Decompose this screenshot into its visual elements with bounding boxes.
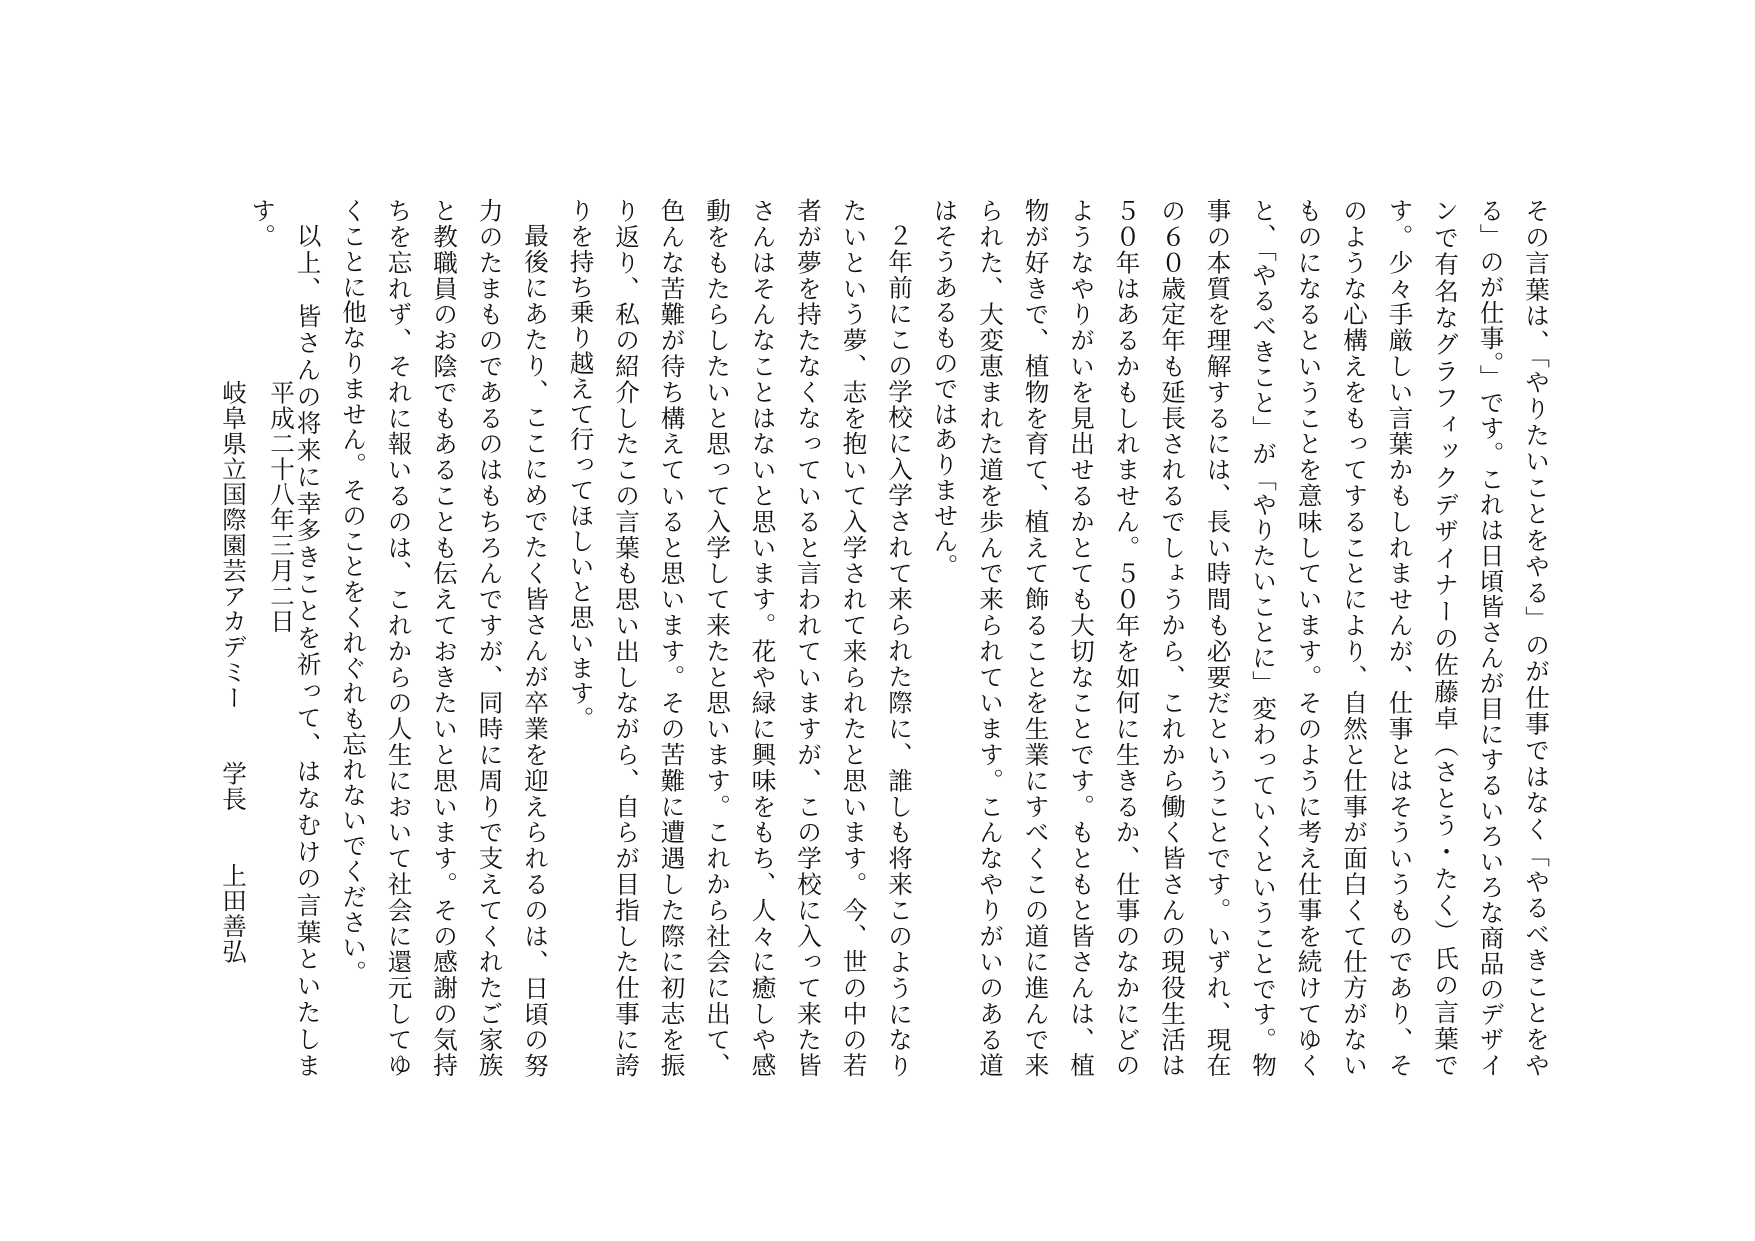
- closing-signature: [209, 380, 305, 1040]
- speech-paragraph-3: 最後にあたり、ここにめでたく皆さんが卒業を迎えられるのは、日頃の努力のたまものであるのはもちろんですが、同時に周りで支えてくれたご家族と教職員のお陰でもあることも伝えておきたいと思います。その感謝の気持ちを忘れず、それに報いるのは、これからの人生において社会に還元してゆくことに他なりません。そのことをくれぐれも忘れないでください。: [339, 198, 550, 1078]
- speech-paragraph-1: その言葉は、「やりたいことをやる」のが仕事ではなく「やるべきことをやる」のが仕事。」です。これは日頃皆さんが目にするいろいろな商品のデザインで有名なグラフィックデザイナーの佐藤卓（さとう・たく）氏の言葉です。少々手厳しい言葉かもしれませんが、仕事とはそういうものであり、そのような心構えをもってすることにより、自然と仕事が面白くて仕方がないものになるということを意味しています。そのように考え仕事を続けてゆくと、「やるべきこと」が「やりたいことに」変わっていくということです。物事の本質を理解するには、長い時間も必要だということです。いずれ、現在の６０歳定年も延長されるでしょうから、これから働く皆さんの現役生活は５０年はあるかもしれません。５０年を如何に生きるか、仕事のなかにどのようなやりがいを見出せるかとても大切なことです。もともと皆さんは、植物が好きで、植物を育て、植えて飾ることを生業にすべくこの道に進んで来られた、大変恵まれた道を歩んで来られています。こんなやりがいのある道はそうあるものではありません。: [930, 198, 1551, 1078]
- speech-paragraph-2: ２年前にこの学校に入学されて来られた際に、誰しも将来このようになりたいという夢、志を抱いて入学されて来られたと思います。今、世の中の若者が夢を持たなくなっていると言われていますが、この学校に入って来た皆さんはそんなことはないと思います。花や緑に興味をもち、人々に癒しや感動をもたらしたいと思って入学して来たと思います。これから社会に出て、色んな苦難が待ち構えていると思います。その苦難に遭遇した際に初志を振り返り、私の紹介したこの言葉も思い出しながら、自らが目指した仕事に誇りを持ち乗り越えて行ってほしいと思います。: [566, 198, 914, 1078]
- author-line: [209, 380, 257, 1040]
- date-line: [257, 380, 305, 1040]
- author-title: 学長: [219, 761, 248, 812]
- institution-name: 岐阜県立国際園芸アカデミー: [219, 380, 248, 711]
- speech-body: [240, 198, 1560, 1078]
- speech-date: 平成二十八年三月二日: [267, 380, 296, 634]
- author-name: 上田善弘: [219, 862, 248, 965]
- speech-paragraph-4: 以上、皆さんの将来に幸多きことを祈って、はなむけの言葉といたします。: [248, 198, 323, 1078]
